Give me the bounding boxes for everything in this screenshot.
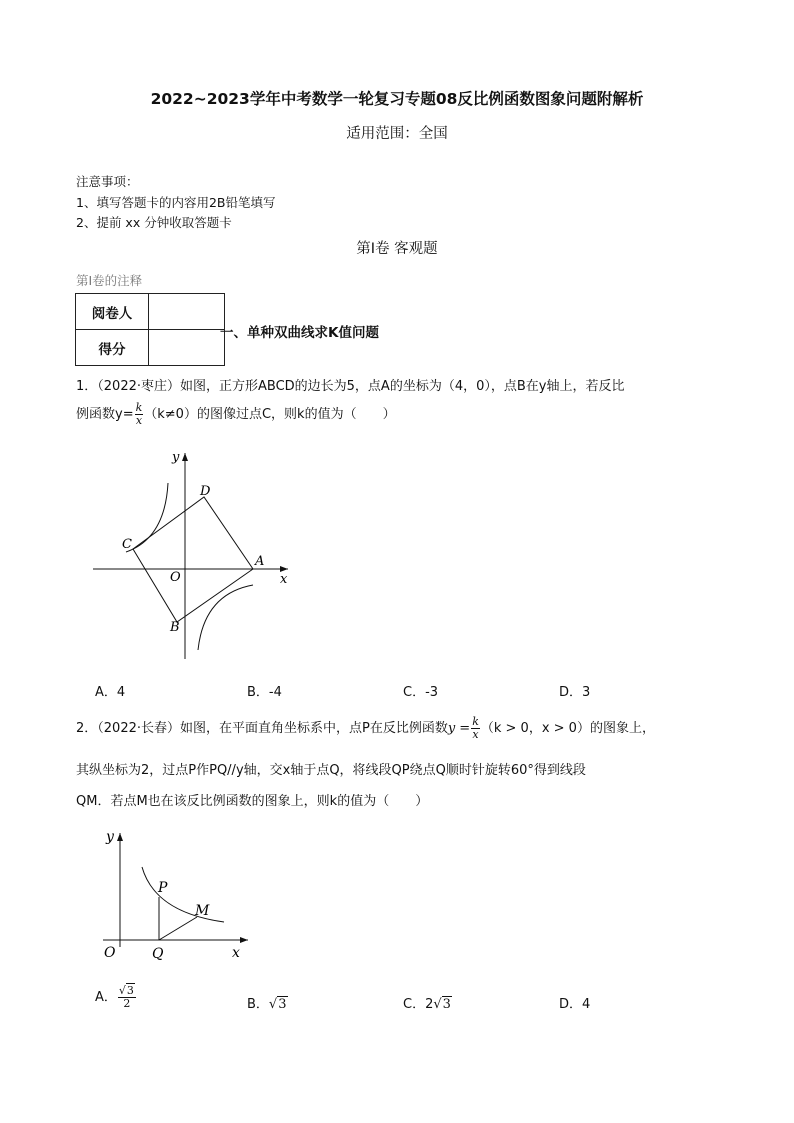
q1-line2-post: （k≠0）的图像过点C，则k的值为（ ） <box>144 407 396 422</box>
q2-option-a[interactable] <box>95 985 137 1010</box>
q1-y-arrow <box>182 453 188 461</box>
score-label: 得分 <box>76 330 149 366</box>
notice-item-2: 2、提前 xx 分钟收取答题卡 <box>76 215 232 230</box>
q1-curve-upper <box>126 483 168 552</box>
q2-curve <box>142 867 224 922</box>
q2-option-a-num: √3 <box>118 984 134 997</box>
grader-cell[interactable] <box>149 294 225 330</box>
q1-label-c: C <box>122 537 132 552</box>
q2-option-a-frac <box>118 985 136 1010</box>
q2-option-b-prefix: B． <box>247 997 269 1012</box>
volume-title: 第I卷 客观题 <box>356 241 438 257</box>
q2-option-c-rad: 3 <box>442 997 451 1012</box>
q1-option-a[interactable]: A．4 <box>95 685 126 700</box>
q2-fraction <box>471 716 480 741</box>
q2-line1-post: （k > 0，x > 0）的图象上， <box>480 721 655 736</box>
grader-label: 阅卷人 <box>76 294 149 330</box>
q1-option-d[interactable]: D．3 <box>559 685 591 700</box>
q2-label-m: M <box>195 903 210 919</box>
q1-label-y: y <box>172 450 180 465</box>
q1-label-x: x <box>280 572 288 587</box>
q2-option-b[interactable] <box>247 993 288 1012</box>
q1-frac-den: x <box>135 414 143 427</box>
scope-subtitle: 适用范围：全国 <box>346 126 448 142</box>
q2-option-c-sqrt: √3 <box>433 997 451 1012</box>
part-title: 一、单种双曲线求K值问题 <box>220 325 379 341</box>
q2-x-arrow <box>240 937 248 943</box>
q2-line1-y: y = <box>447 721 471 736</box>
q1-curve-lower <box>198 585 253 650</box>
notice-item-1: 1、填写答题卡的内容用2B铅笔填写 <box>76 195 276 210</box>
q2-segment-qm <box>159 917 197 940</box>
q2-text-line2: 其纵坐标为2，过点P作PQ//y轴，交x轴于点Q，将线段QP绕点Q顺时针旋转60°得到线段 <box>76 763 586 778</box>
score-table <box>75 293 225 366</box>
q2-frac-num: k <box>472 715 479 728</box>
q2-label-y: y <box>106 829 114 845</box>
q2-option-a-rad: 3 <box>126 984 134 997</box>
q1-frac-num: k <box>135 401 143 414</box>
q1-label-b: B <box>170 620 180 635</box>
q2-option-d[interactable]: D．4 <box>559 997 591 1012</box>
q2-option-b-sqrt: √3 <box>268 997 287 1012</box>
q1-figure <box>88 445 298 665</box>
notice-heading: 注意事项： <box>76 174 139 189</box>
q2-label-x: x <box>232 945 240 961</box>
q1-option-c[interactable]: C．-3 <box>403 685 439 700</box>
q2-label-p: P <box>158 880 168 896</box>
q1-text-line1: 1．（2022·枣庄）如图，正方形ABCD的边长为5，点A的坐标为（4，0），点B在y轴上，若反比 <box>76 379 625 394</box>
q1-square <box>133 497 253 622</box>
q2-option-a-prefix: A． <box>95 990 117 1005</box>
q2-line1-pre: 2．（2022·长春）如图，在平面直角坐标系中，点P在反比例函数 <box>76 721 448 736</box>
q2-option-c-prefix: C．2 <box>403 997 434 1012</box>
q2-option-c[interactable] <box>403 993 452 1012</box>
q2-label-q: Q <box>152 946 164 962</box>
q1-option-b[interactable]: B．-4 <box>247 685 282 700</box>
q1-text-line2 <box>76 402 396 427</box>
q1-line2-pre: 例函数y= <box>76 407 134 422</box>
page-title: 2022~2023学年中考数学一轮复习专题08反比例函数图象问题附解析 <box>150 90 644 108</box>
score-cell[interactable] <box>149 330 225 366</box>
q1-label-o: O <box>170 570 181 585</box>
q1-label-a: A <box>255 554 265 569</box>
q2-option-b-rad: 3 <box>278 997 287 1012</box>
q2-text-line1 <box>76 716 655 741</box>
q2-text-line3: QM．若点M也在该反比例函数的图象上，则k的值为（ ） <box>76 794 429 809</box>
volume-note: 第I卷的注释 <box>76 273 143 288</box>
q1-label-d: D <box>200 484 211 499</box>
q2-label-o: O <box>104 945 116 961</box>
q2-figure <box>98 825 258 965</box>
q2-frac-den: x <box>472 728 479 741</box>
q2-y-arrow <box>117 833 123 841</box>
q1-fraction <box>135 402 144 427</box>
q2-option-a-den: 2 <box>123 997 131 1010</box>
